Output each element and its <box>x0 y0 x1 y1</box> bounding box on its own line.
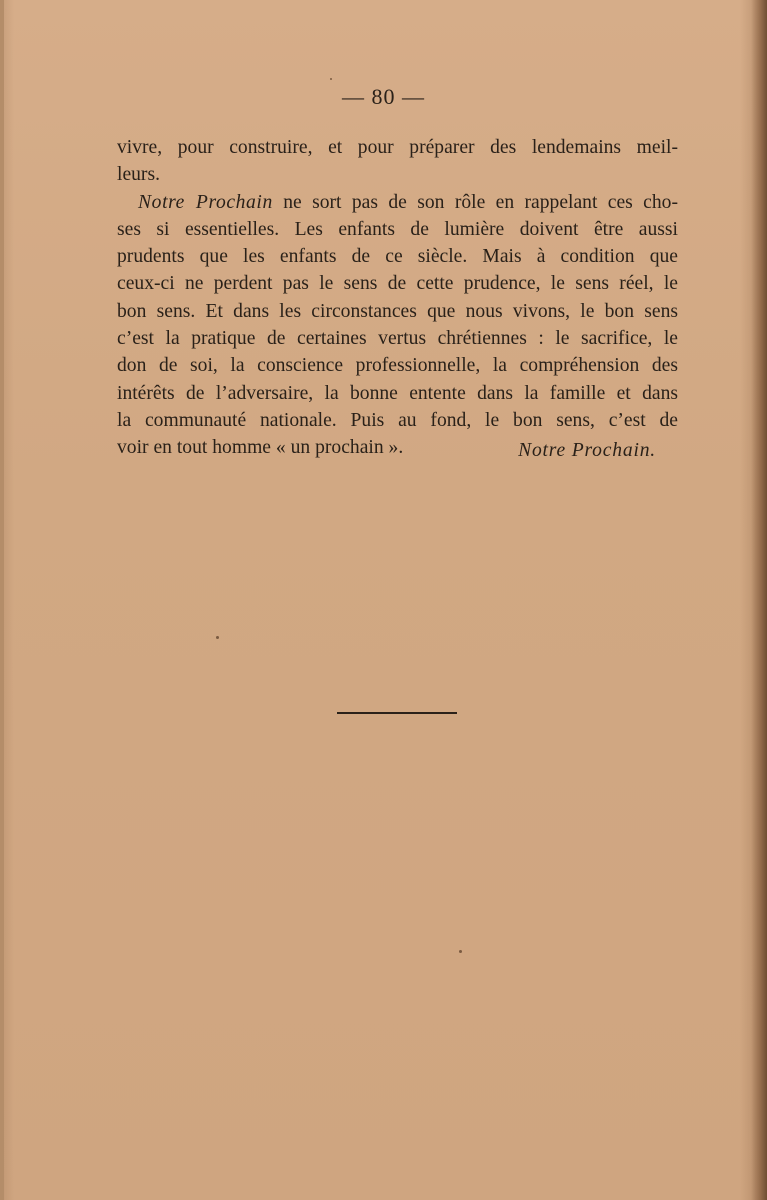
text-line-rest: ne sort pas de son rôle en rappelant ces cho- <box>283 191 678 213</box>
text-line: prudents que les enfants de ce siècle. Mais à condition que <box>117 246 678 268</box>
page-number: — 80 — <box>342 84 425 109</box>
italic-title: Notre Prochain <box>138 191 273 213</box>
text-line: leurs. <box>117 164 160 186</box>
text-line: intérêts de l’adversaire, la bonne entente dans la famille et dans <box>117 382 678 404</box>
text-line-with-italic-lead <box>117 189 678 216</box>
paper-speck <box>330 78 332 80</box>
paper-speck <box>216 636 219 639</box>
text-line: vivre, pour construire, et pour préparer des lendemains meil- <box>117 137 678 158</box>
text-line: c’est la pratique de certaines vertus chrétiennes : le sacrifice, le <box>117 328 678 350</box>
text-line: bon sens. Et dans les circonstances que nous vivons, le bon sens <box>117 300 678 322</box>
text-line: voir en tout homme « un prochain ». <box>117 437 404 459</box>
section-end-rule <box>337 712 457 714</box>
page-left-edge <box>0 0 4 1200</box>
signature: Notre Prochain. <box>518 440 656 461</box>
paper-speck <box>459 950 462 953</box>
text-line: ceux-ci ne perdent pas le sens de cette prudence, le sens réel, le <box>117 273 678 295</box>
page-right-edge <box>751 0 767 1200</box>
text-line: ses si essentielles. Les enfants de lumière doivent être aussi <box>117 218 678 240</box>
body-text <box>117 134 678 462</box>
text-line: don de soi, la conscience professionnelle, la compréhension des <box>117 355 678 377</box>
text-line: la communauté nationale. Puis au fond, le bon sens, c’est de <box>117 409 678 431</box>
